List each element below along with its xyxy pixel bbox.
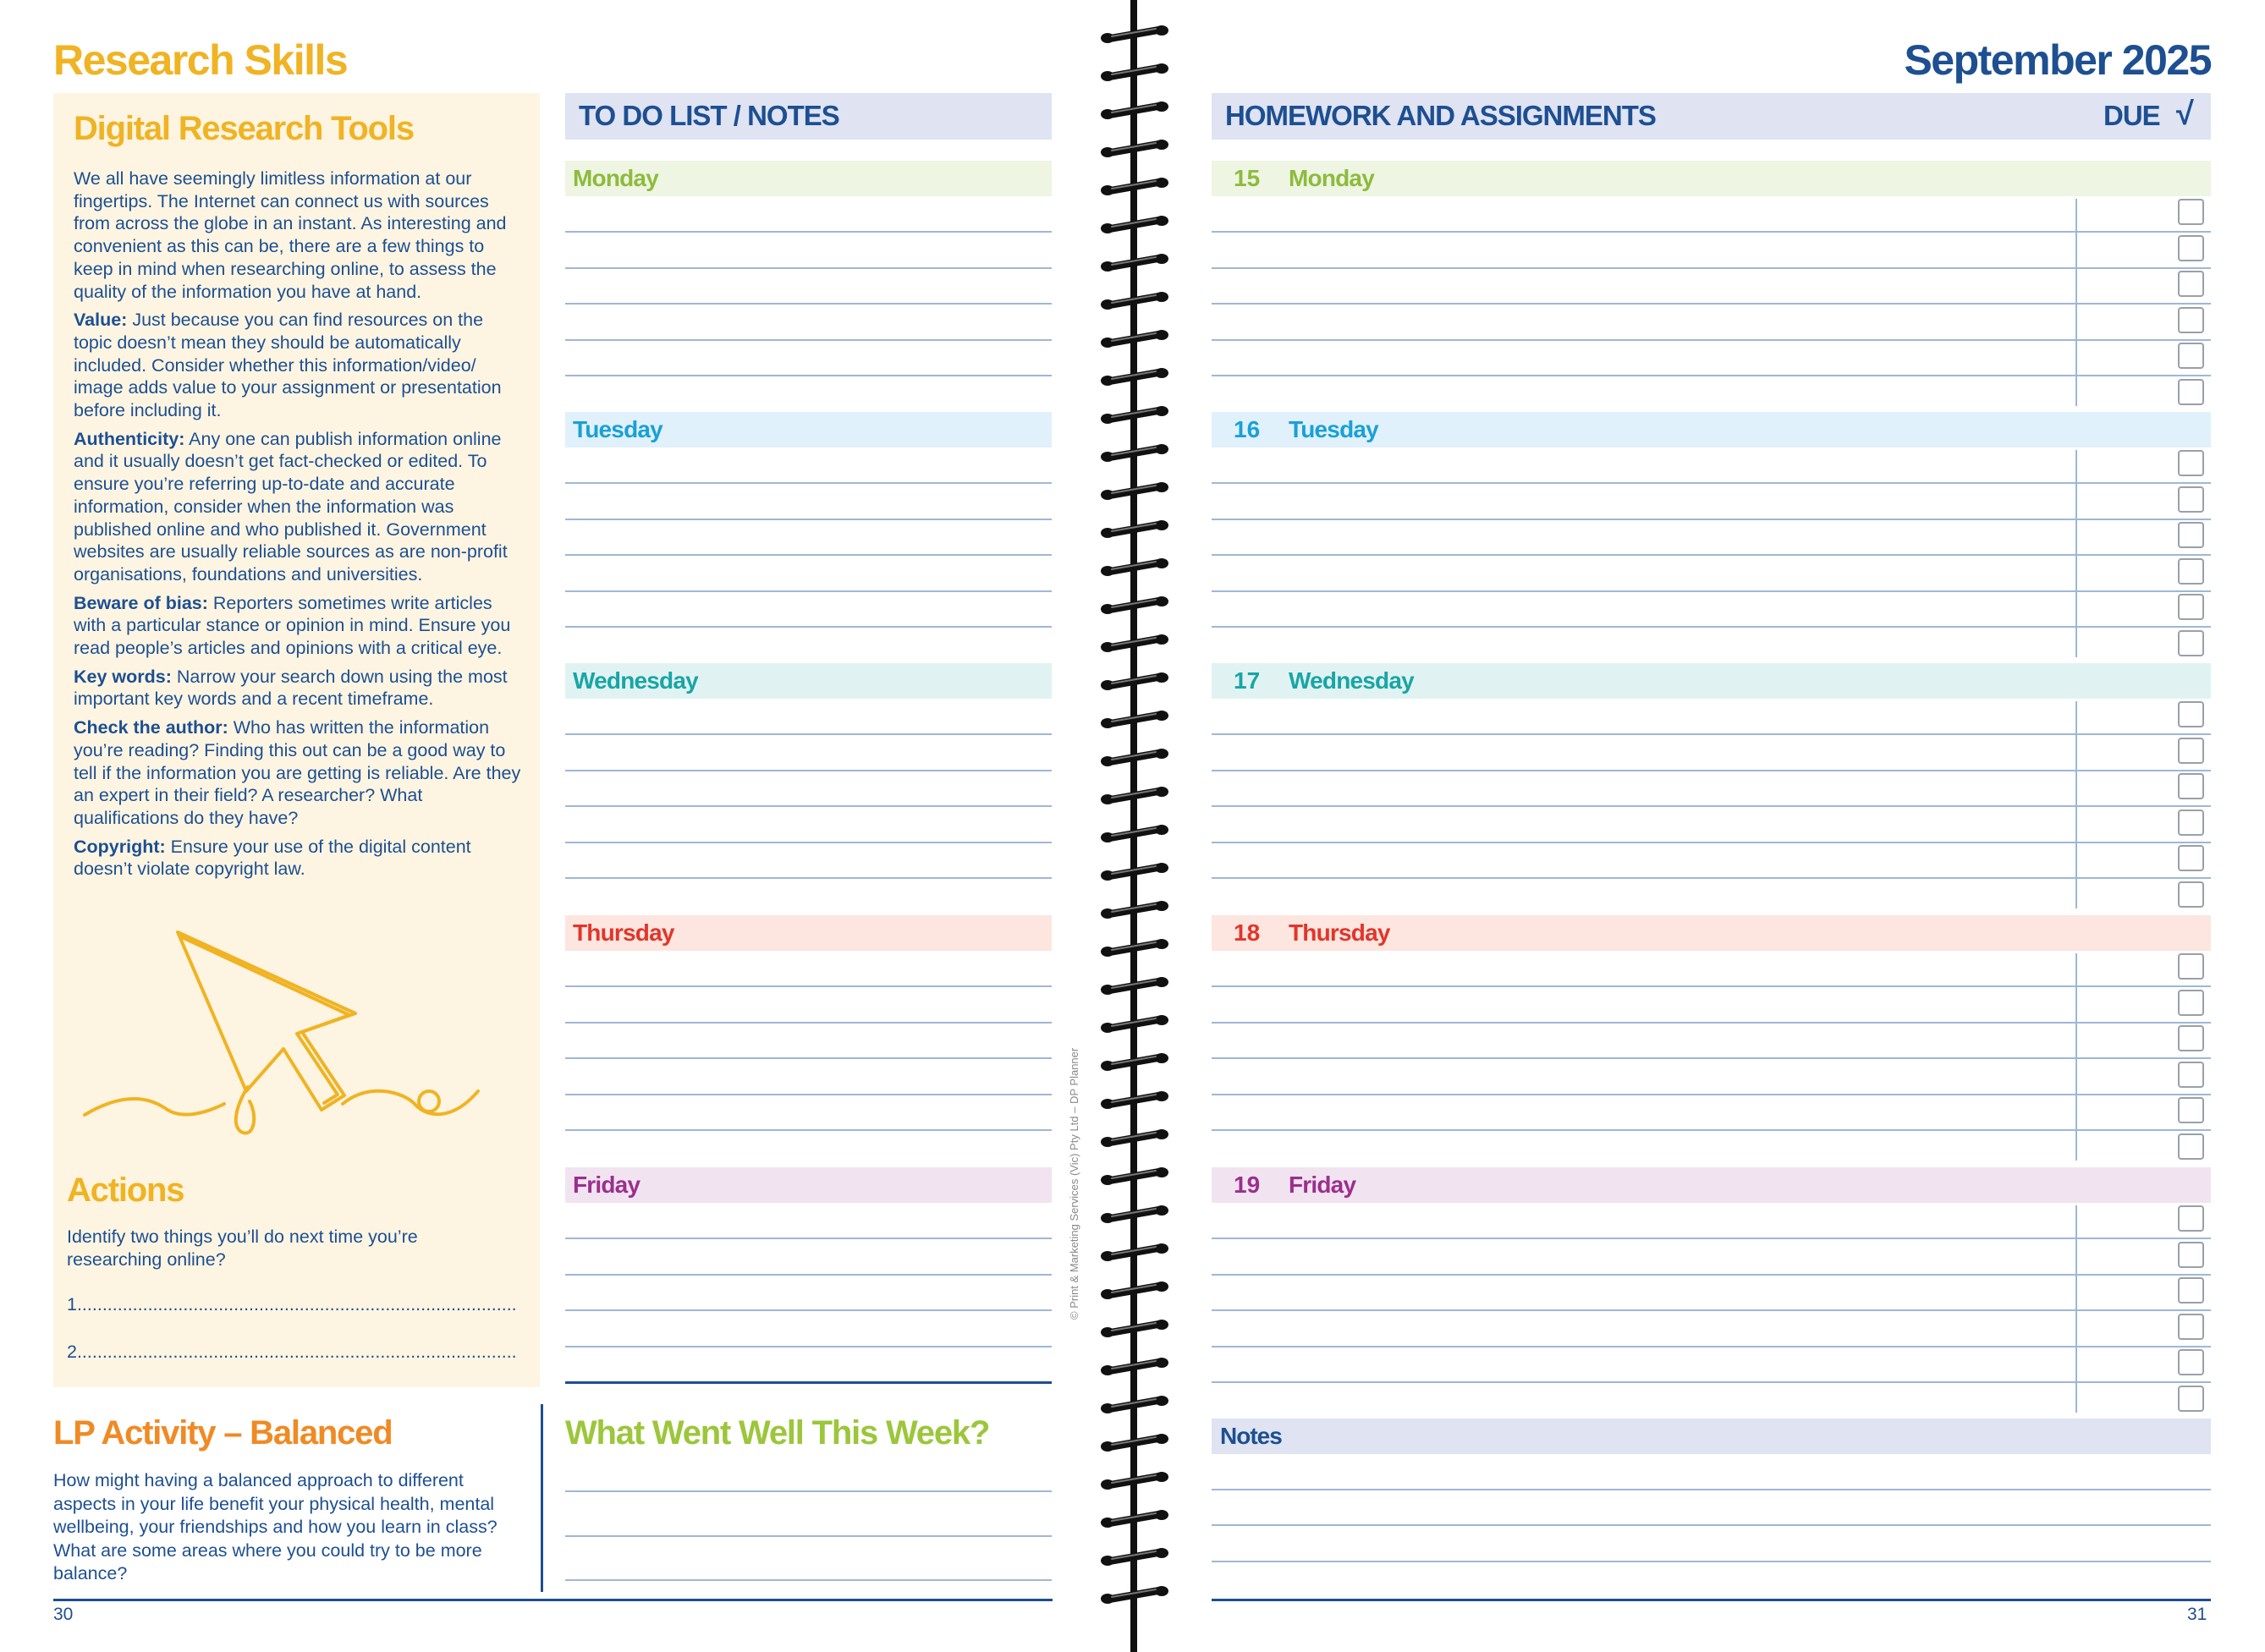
todo-line[interactable] bbox=[565, 231, 1052, 233]
done-checkbox[interactable] bbox=[2178, 1133, 2204, 1160]
answer-line-2[interactable]: 2....................................................................................... bbox=[67, 1342, 517, 1362]
tips-intro: We all have seemingly limitless information at our fingertips. The Internet can connect us with sources from across the globe in an instant. As interesting and convenient as this can be, there are a few things to keep in mind when researching online, to assess the quality of the information you have at hand. bbox=[74, 168, 507, 302]
todo-line[interactable] bbox=[565, 877, 1052, 879]
done-checkbox[interactable] bbox=[2178, 953, 2204, 980]
spiral-coil bbox=[1100, 178, 1169, 196]
tip-value: Value: Just because you can find resources on the topic doesn’t mean they should be automatically included. Consider whether this information/video/ image adds value to your assignment or presentation before including it. bbox=[74, 310, 502, 421]
todo-day-thursday bbox=[565, 915, 1052, 951]
month-title: September 2025 bbox=[1904, 36, 2211, 84]
done-checkbox[interactable] bbox=[2178, 379, 2204, 405]
todo-line[interactable] bbox=[565, 1129, 1052, 1131]
homework-day-friday bbox=[1212, 1167, 2211, 1203]
homework-line[interactable] bbox=[1212, 1238, 2211, 1239]
spiral-coil bbox=[1100, 825, 1169, 843]
homework-line[interactable] bbox=[1212, 303, 2211, 305]
todo-day-tuesday bbox=[565, 412, 1052, 447]
todo-day-label: Friday bbox=[573, 1172, 640, 1198]
spiral-coil bbox=[1100, 634, 1169, 653]
homework-line[interactable] bbox=[1212, 590, 2211, 592]
reflection-line[interactable] bbox=[565, 1490, 1052, 1492]
spiral-coil bbox=[1100, 1053, 1169, 1072]
homework-line[interactable] bbox=[1212, 805, 2211, 807]
homework-line[interactable] bbox=[1212, 1274, 2211, 1276]
cursor-arrow-icon bbox=[80, 922, 512, 1159]
done-checkbox[interactable] bbox=[2178, 271, 2204, 297]
tip-bias: Beware of bias: Reporters sometimes write articles with a particular stance or opinion in mind. Ensure you read people’s articles and opinions with a critical eye. bbox=[74, 592, 511, 659]
spiral-coil bbox=[1100, 672, 1169, 691]
todo-line[interactable] bbox=[565, 554, 1052, 556]
done-checkbox[interactable] bbox=[2178, 199, 2204, 225]
day-name: Monday bbox=[1289, 165, 1374, 191]
spiral-coil bbox=[1100, 25, 1169, 44]
done-checkbox[interactable] bbox=[2178, 522, 2204, 548]
lp-activity-heading: LP Activity – Balanced bbox=[53, 1414, 393, 1452]
homework-line[interactable] bbox=[1212, 1309, 2211, 1311]
done-checkbox[interactable] bbox=[2178, 235, 2204, 261]
todo-line[interactable] bbox=[565, 1346, 1052, 1347]
due-label: DUE bbox=[2103, 100, 2160, 131]
homework-line[interactable] bbox=[1212, 1022, 2211, 1024]
spiral-coil bbox=[1100, 482, 1169, 501]
homework-line[interactable] bbox=[1212, 1381, 2211, 1383]
spiral-coil bbox=[1100, 1396, 1169, 1414]
todo-line[interactable] bbox=[565, 303, 1052, 305]
spiral-coil bbox=[1100, 1205, 1169, 1224]
notes-line[interactable] bbox=[1212, 1524, 2211, 1526]
done-checkbox[interactable] bbox=[2178, 594, 2204, 620]
spiral-coil bbox=[1100, 216, 1169, 234]
todo-line[interactable] bbox=[565, 626, 1052, 628]
todo-line[interactable] bbox=[565, 590, 1052, 592]
homework-line[interactable] bbox=[1212, 519, 2211, 520]
spiral-coil bbox=[1100, 558, 1169, 577]
check-label: √ bbox=[2176, 96, 2193, 132]
day-number: 15 bbox=[1234, 165, 1261, 191]
todo-day-wednesday bbox=[565, 663, 1052, 699]
spiral-coil bbox=[1100, 1548, 1169, 1567]
done-checkbox[interactable] bbox=[2178, 810, 2204, 836]
done-checkbox[interactable] bbox=[2178, 738, 2204, 764]
tip-author: Check the author: Who has written the information you’re reading? Finding this out can be a good way to tell if the information you are getting is reliable. Are they an expert in their field? A researcher? What qualifications do they have? bbox=[74, 717, 521, 828]
todo-line[interactable] bbox=[565, 339, 1052, 341]
todo-day-monday bbox=[565, 161, 1052, 196]
todo-day-label: Tuesday bbox=[573, 416, 662, 442]
todo-line[interactable] bbox=[565, 1022, 1052, 1024]
page-number: 31 bbox=[2187, 1605, 2207, 1624]
spiral-coil bbox=[1100, 63, 1169, 82]
spiral-coil bbox=[1100, 787, 1169, 805]
spiral-coil bbox=[1100, 711, 1169, 729]
notes-line[interactable] bbox=[1212, 1561, 2211, 1562]
homework-line[interactable] bbox=[1212, 231, 2211, 233]
done-checkbox[interactable] bbox=[2178, 1205, 2204, 1232]
done-checkbox[interactable] bbox=[2178, 1062, 2204, 1088]
tip-keywords: Key words: Narrow your search down using the most important key words and a recent timeframe. bbox=[74, 666, 508, 710]
homework-line[interactable] bbox=[1212, 877, 2211, 879]
divider bbox=[565, 1381, 1052, 1384]
done-checkbox[interactable] bbox=[2178, 1349, 2204, 1375]
spiral-coil bbox=[1100, 1510, 1169, 1529]
homework-line[interactable] bbox=[1212, 1057, 2211, 1059]
spiral-coil bbox=[1100, 939, 1169, 958]
homework-line[interactable] bbox=[1212, 267, 2211, 269]
spiral-coil bbox=[1100, 977, 1169, 996]
spiral-coil bbox=[1100, 1167, 1169, 1186]
todo-line[interactable] bbox=[565, 375, 1052, 376]
todo-line[interactable] bbox=[565, 1094, 1052, 1095]
reflection-line[interactable] bbox=[565, 1579, 1052, 1581]
tip-copyright: Copyright: Ensure your use of the digital content doesn’t violate copyright law. bbox=[74, 836, 471, 880]
day-number: 18 bbox=[1234, 919, 1261, 946]
homework-day-wednesday bbox=[1212, 663, 2211, 699]
footer-rule bbox=[53, 1599, 1053, 1601]
homework-line[interactable] bbox=[1212, 482, 2211, 484]
tips-body bbox=[74, 167, 526, 886]
page-title: Research Skills bbox=[53, 36, 348, 84]
done-checkbox[interactable] bbox=[2178, 845, 2204, 871]
spiral-coil bbox=[1100, 1320, 1169, 1338]
homework-line[interactable] bbox=[1212, 1129, 2211, 1131]
spiral-coil bbox=[1100, 1586, 1169, 1605]
copyright-notice: © Print & Marketing Services (Vic) Pty Ltd – DP Planner bbox=[1068, 1047, 1080, 1320]
todo-line[interactable] bbox=[565, 1309, 1052, 1311]
answer-line-1[interactable]: 1....................................................................................... bbox=[67, 1294, 517, 1314]
todo-line[interactable] bbox=[565, 267, 1052, 269]
spiral-coil bbox=[1100, 330, 1169, 349]
what-went-well-heading: What Went Well This Week? bbox=[565, 1414, 990, 1452]
homework-day-monday bbox=[1212, 161, 2211, 196]
todo-line[interactable] bbox=[565, 1057, 1052, 1059]
done-checkbox[interactable] bbox=[2178, 1386, 2204, 1412]
homework-day-thursday bbox=[1212, 915, 2211, 951]
spiral-coil bbox=[1100, 406, 1169, 425]
done-checkbox[interactable] bbox=[2178, 450, 2204, 476]
spiral-coil bbox=[1100, 1472, 1169, 1490]
todo-line[interactable] bbox=[565, 805, 1052, 807]
actions-prompt: Identify two things you’ll do next time you’re researching online? bbox=[67, 1227, 418, 1270]
spiral-coil bbox=[1100, 749, 1169, 767]
done-checkbox[interactable] bbox=[2178, 1242, 2204, 1268]
tips-heading: Digital Research Tools bbox=[74, 110, 414, 147]
todo-header: TO DO LIST / NOTES bbox=[565, 93, 1052, 140]
footer-rule bbox=[1212, 1599, 2211, 1601]
done-checkbox[interactable] bbox=[2178, 558, 2204, 585]
homework-line[interactable] bbox=[1212, 1094, 2211, 1095]
spiral-coil bbox=[1100, 1243, 1169, 1262]
done-checkbox[interactable] bbox=[2178, 773, 2204, 799]
homework-line[interactable] bbox=[1212, 842, 2211, 843]
spiral-coil bbox=[1100, 444, 1169, 463]
spiral-coil bbox=[1100, 140, 1169, 158]
todo-line[interactable] bbox=[565, 1238, 1052, 1239]
done-checkbox[interactable] bbox=[2178, 1025, 2204, 1051]
homework-line[interactable] bbox=[1212, 554, 2211, 556]
tip-authenticity: Authenticity: Any one can publish information online and it usually doesn’t get fact-checked or edited. To ensure you’re referring up-to-date and accurate information, consider when the information was published online and who published it. Government websites are usually reliable sources as are non-profit organisations, foundations and universities. bbox=[74, 428, 508, 585]
todo-line[interactable] bbox=[565, 770, 1052, 771]
todo-line[interactable] bbox=[565, 733, 1052, 735]
homework-line[interactable] bbox=[1212, 1346, 2211, 1347]
spiral-coil bbox=[1100, 1434, 1169, 1452]
notes-line[interactable] bbox=[1212, 1489, 2211, 1490]
day-name: Friday bbox=[1289, 1172, 1356, 1198]
day-number: 16 bbox=[1234, 416, 1261, 442]
lp-activity-text: How might having a balanced approach to different aspects in your life benefit your physical health, mental wellbeing, your friendships and how you learn in class? What are some areas where you could try to be more balance? bbox=[53, 1470, 498, 1583]
spiral-coil bbox=[1100, 520, 1169, 539]
homework-day-tuesday bbox=[1212, 412, 2211, 447]
homework-line[interactable] bbox=[1212, 733, 2211, 735]
homework-line[interactable] bbox=[1212, 339, 2211, 341]
homework-line[interactable] bbox=[1212, 375, 2211, 376]
todo-line[interactable] bbox=[565, 519, 1052, 520]
spiral-coil bbox=[1100, 1282, 1169, 1300]
day-number: 19 bbox=[1234, 1172, 1261, 1198]
spiral-coil bbox=[1100, 596, 1169, 615]
done-checkbox[interactable] bbox=[2178, 1314, 2204, 1340]
day-number: 17 bbox=[1234, 667, 1261, 694]
spiral-coil bbox=[1100, 1358, 1169, 1376]
spiral-coil bbox=[1100, 102, 1169, 120]
todo-line[interactable] bbox=[565, 482, 1052, 484]
day-name: Wednesday bbox=[1289, 667, 1414, 694]
spiral-coil bbox=[1100, 901, 1169, 919]
done-checkbox[interactable] bbox=[2178, 881, 2204, 908]
done-checkbox[interactable] bbox=[2178, 701, 2204, 727]
homework-line[interactable] bbox=[1212, 626, 2211, 628]
spiral-coil bbox=[1100, 863, 1169, 881]
done-checkbox[interactable] bbox=[2178, 1097, 2204, 1123]
homework-header: HOMEWORK AND ASSIGNMENTS DUE √ bbox=[1212, 93, 2211, 140]
done-checkbox[interactable] bbox=[2178, 990, 2204, 1016]
spiral-coil bbox=[1100, 1129, 1169, 1148]
todo-line[interactable] bbox=[565, 842, 1052, 843]
todo-line[interactable] bbox=[565, 1274, 1052, 1276]
spiral-coil bbox=[1100, 254, 1169, 272]
todo-day-label: Thursday bbox=[573, 919, 674, 946]
done-checkbox[interactable] bbox=[2178, 307, 2204, 333]
day-name: Thursday bbox=[1289, 919, 1390, 946]
day-name: Tuesday bbox=[1289, 416, 1378, 442]
done-checkbox[interactable] bbox=[2178, 1277, 2204, 1303]
spiral-coil bbox=[1100, 1091, 1169, 1110]
divider bbox=[541, 1404, 543, 1592]
todo-line[interactable] bbox=[565, 985, 1052, 987]
spiral-coil bbox=[1100, 368, 1169, 387]
todo-day-label: Wednesday bbox=[573, 667, 698, 694]
done-checkbox[interactable] bbox=[2178, 630, 2204, 656]
done-checkbox[interactable] bbox=[2178, 486, 2204, 513]
done-checkbox[interactable] bbox=[2178, 343, 2204, 369]
actions-heading: Actions bbox=[67, 1172, 184, 1209]
homework-line[interactable] bbox=[1212, 985, 2211, 987]
todo-day-label: Monday bbox=[573, 165, 658, 191]
spiral-coil bbox=[1100, 1015, 1169, 1034]
reflection-line[interactable] bbox=[565, 1535, 1052, 1537]
spiral-coil bbox=[1100, 292, 1169, 310]
todo-day-friday bbox=[565, 1167, 1052, 1203]
homework-line[interactable] bbox=[1212, 770, 2211, 771]
page-number: 30 bbox=[53, 1605, 74, 1624]
notes-header: Notes bbox=[1212, 1419, 2211, 1454]
